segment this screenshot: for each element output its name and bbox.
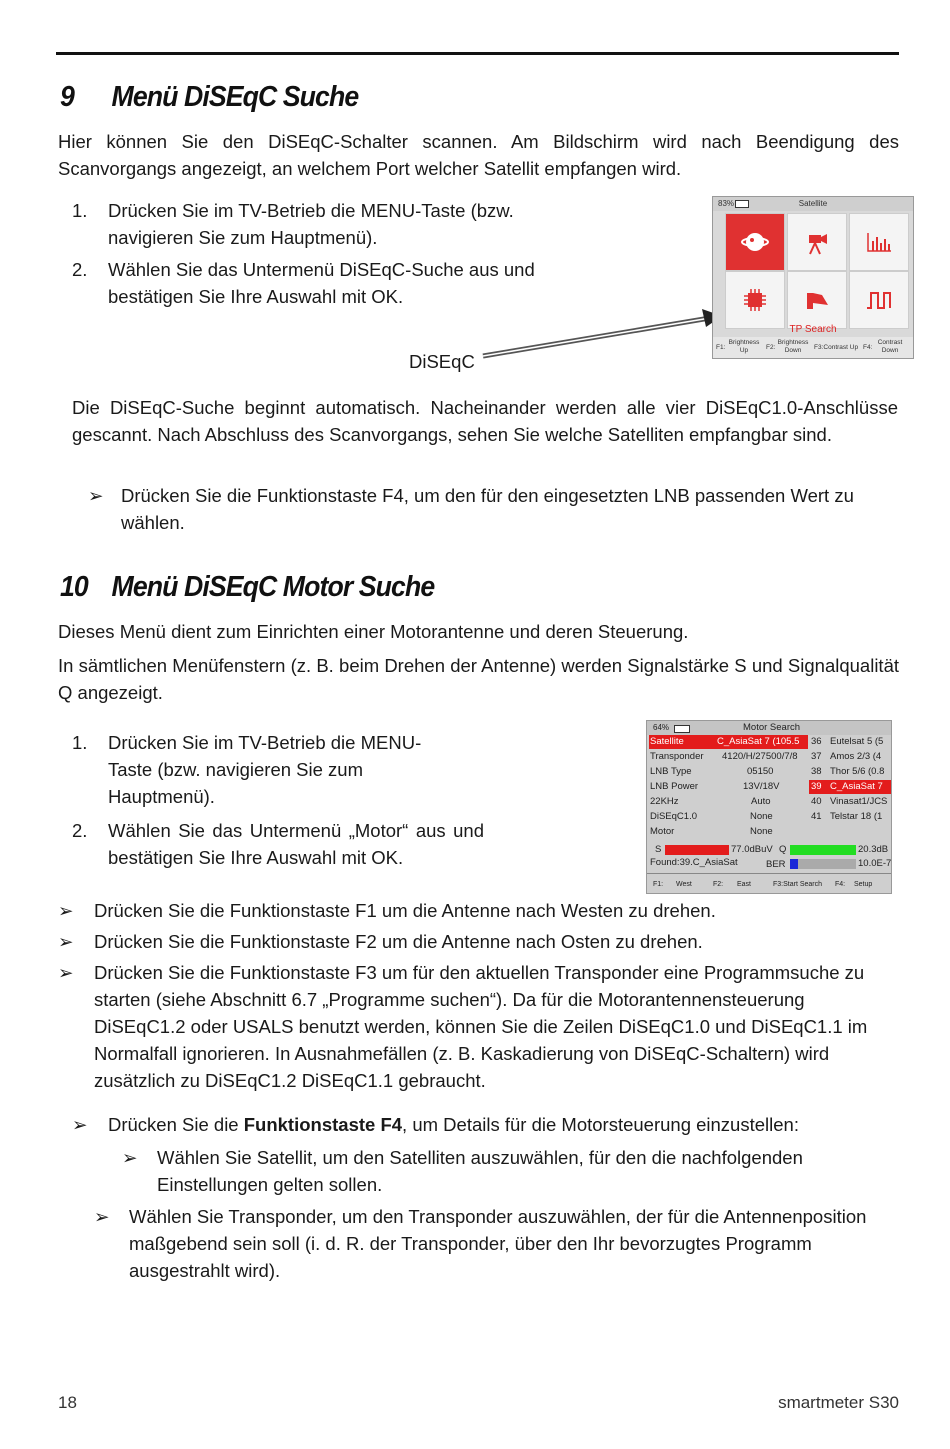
setting-value: 13V/18V xyxy=(743,781,780,792)
list-item xyxy=(72,817,484,871)
bullet-text: Drücken Sie die Funktionstaste F1 um die Antenne nach Westen zu drehen. xyxy=(94,900,716,921)
sub-bullet xyxy=(94,1203,879,1284)
section-10-intro-2: In sämtlichen Menüfenstern (z. B. beim Drehen der Antenne) werden Signalstärke S und Signalqualität Q angezeigt. xyxy=(58,655,899,703)
sat-name: Amos 2/3 (4 xyxy=(830,751,882,762)
fkey-label: F1: xyxy=(716,344,726,351)
section-9-bullet xyxy=(88,482,878,536)
bullet-text: Wählen Sie Transponder, um den Transponder auszuwählen, der für die Antennenposition maßgebend sein soll (i. d. R. der Transponder, über den Ihr bevorzugtes Programm ausgestrahlt wird). xyxy=(129,1206,867,1281)
signal-quality-value: 20.3dB xyxy=(858,844,889,855)
section-title: Menü DiSEqC Motor Suche xyxy=(111,571,435,603)
list-text: Wählen Sie das Untermenü „Motor“ aus und bestätigen Sie Ihre Auswahl mit OK. xyxy=(108,820,484,868)
fkey-label: F1: xyxy=(653,881,664,888)
signal-quality-label: Q xyxy=(779,844,787,855)
sat-number: 38 xyxy=(811,766,822,777)
ber-label: BER xyxy=(766,859,786,870)
fkey-desc: Contrast Down xyxy=(877,339,903,354)
setting-label: LNB Power xyxy=(650,781,699,792)
product-name: smartmeter S30 xyxy=(778,1393,899,1412)
section-9-heading xyxy=(60,81,359,113)
arrow-bullet-icon: ➢ xyxy=(58,900,74,921)
motor-tile xyxy=(787,271,847,329)
pulse-wave-icon xyxy=(866,290,892,310)
fkey-label: F3:Contrast Up xyxy=(814,344,859,351)
list-marker: 2. xyxy=(72,259,88,280)
fkey-desc: West xyxy=(676,881,692,888)
section-10-bullets xyxy=(58,897,899,1094)
screenshot-title: Satellite xyxy=(798,199,828,208)
callout-arrow xyxy=(480,305,725,365)
bullet-text xyxy=(108,1111,882,1138)
section-10-heading xyxy=(60,571,435,603)
ber-bar-fill xyxy=(790,859,798,869)
arrow-bullet-icon: ➢ xyxy=(88,485,104,506)
signal-strength-bar xyxy=(665,845,729,855)
arrow-bullet-icon: ➢ xyxy=(58,931,74,952)
setting-value: Auto xyxy=(751,796,771,807)
sat-name: Telstar 18 (1 xyxy=(830,811,883,822)
sat-number: 40 xyxy=(811,796,822,807)
satellite-tile xyxy=(725,213,785,271)
fkey-desc: Setup xyxy=(854,881,873,888)
screenshot-title-bar xyxy=(713,197,913,211)
battery-level: 64% xyxy=(653,723,670,732)
list-text: Drücken Sie im TV-Betrieb die MENU-Taste (bzw. navigieren Sie zum Hauptmenü). xyxy=(108,200,514,248)
sub-bullet xyxy=(122,1144,867,1198)
section-10-steps xyxy=(72,729,484,871)
list-text: Wählen Sie das Untermenü DiSEqC-Suche aus und bestätigen Sie Ihre Auswahl mit OK. xyxy=(108,259,535,307)
ber-value: 10.0E-7 xyxy=(858,858,892,869)
top-rule xyxy=(56,52,899,55)
f4-bold: Funktionstaste F4 xyxy=(243,1114,403,1135)
waveform-tile xyxy=(849,271,909,329)
list-marker: 1. xyxy=(72,732,88,753)
fkey-desc: Brightness Up xyxy=(728,339,760,354)
battery-icon xyxy=(674,725,690,733)
arrow-bullet-icon: ➢ xyxy=(72,1114,88,1135)
sat-name: Thor 5/6 (0.8 xyxy=(830,766,885,777)
setting-label: DiSEqC1.0 xyxy=(650,811,697,822)
sat-number: 41 xyxy=(811,811,822,822)
setting-value: 05150 xyxy=(747,766,774,777)
setting-value: None xyxy=(750,811,773,822)
setting-label: Transponder xyxy=(650,751,704,762)
section-number: 10 xyxy=(60,571,88,603)
setting-label: Motor xyxy=(650,826,675,837)
setting-label: LNB Type xyxy=(650,766,692,777)
satellite-menu-screenshot xyxy=(712,196,914,359)
arrow-bullet-icon: ➢ xyxy=(58,962,74,983)
list-text: Drücken Sie im TV-Betrieb die MENU-Taste (bzw. navigieren Sie zum Hauptmenü). xyxy=(108,732,422,807)
antenna-tile xyxy=(787,213,847,271)
setting-value: C_AsiaSat 7 (105.5 xyxy=(717,736,800,747)
function-key-bar xyxy=(713,337,913,358)
fkey-label: F4: xyxy=(863,344,873,351)
fkey-label: F2: xyxy=(713,881,724,888)
sat-name: Vinasat1/JCS xyxy=(830,796,888,807)
section-number: 9 xyxy=(60,81,74,113)
diseqc-tile xyxy=(725,271,785,329)
bullet-text: Drücken Sie die Funktionstaste F3 um für den aktuellen Transponder eine Programmsuche zu starten (siehe Abschnitt 6.7 „Programme suchen“). Da für die Motorantennensteuerung DiSEqC1.2 oder USALS benutzt werden, können Sie die Zeilen DiSEqC1.0 und DiSEqC1.1 im Normalfall ignorieren. In Ausnahmefällen (z. B. Kaskadierung von DiSEqC-Schaltern) wird zusätzlich zu DiSEqC1.2 DiSEqC1.1 gebraucht. xyxy=(94,962,868,1091)
f4-suffix: , um Details für die Motorsteuerung einzustellen: xyxy=(402,1114,799,1135)
camera-tripod-icon xyxy=(804,229,830,255)
section-9-intro: Hier können Sie den DiSEqC-Schalter scannen. Am Bildschirm wird nach Beendigung des Scanvorgangs angezeigt, an welchem Port welcher Satellit empfangen wird. xyxy=(58,131,899,179)
found-status: Found:39.C_AsiaSat xyxy=(650,857,738,868)
signal-strength-value: 77.0dBuV xyxy=(731,844,773,855)
screenshot-title-bar xyxy=(647,721,891,735)
fkey-label: F4: xyxy=(835,881,846,888)
sat-name: C_AsiaSat 7 xyxy=(830,781,883,792)
list-marker: 1. xyxy=(72,200,88,221)
motor-dish-icon xyxy=(804,289,830,311)
list-item xyxy=(72,729,484,810)
motor-search-screenshot xyxy=(646,720,892,894)
list-item xyxy=(72,256,542,310)
fkey-divider xyxy=(647,873,891,874)
list-item xyxy=(58,897,899,924)
ber-bar-track xyxy=(790,859,856,869)
setting-value: None xyxy=(750,826,773,837)
section-10-intro-1: Dieses Menü dient zum Einrichten einer Motorantenne und deren Steuerung. xyxy=(58,621,689,642)
f4-bullet xyxy=(72,1111,882,1138)
page-number: 18 xyxy=(58,1393,77,1412)
diseqc-callout-label: DiSEqC xyxy=(409,351,475,372)
bullet-text: Wählen Sie Satellit, um den Satelliten auszuwählen, für den die nachfolgenden Einstellungen gelten sollen. xyxy=(157,1147,803,1195)
sat-number: 39 xyxy=(811,781,822,792)
fkey-desc: East xyxy=(737,881,752,888)
signal-quality-bar xyxy=(790,845,856,855)
list-item xyxy=(58,928,899,955)
list-item xyxy=(58,959,899,1094)
list-item xyxy=(72,197,542,251)
bar-chart-icon xyxy=(866,231,892,253)
satellite-globe-icon xyxy=(741,228,769,256)
setting-label: 22KHz xyxy=(650,796,679,807)
arrow-bullet-icon: ➢ xyxy=(122,1147,138,1168)
screenshot-title: Motor Search xyxy=(743,722,801,733)
section-9-after: Die DiSEqC-Suche beginnt automatisch. Nacheinander werden alle vier DiSEqC1.0-Anschlüsse gescannt. Nach Abschluss des Scanvorgangs, sehen Sie welche Satelliten empfangbar sind. xyxy=(72,397,898,445)
function-key-bar xyxy=(647,877,891,893)
setting-label: Satellite xyxy=(650,736,684,747)
list-marker: 2. xyxy=(72,820,88,841)
fkey-label: F3:Start Search xyxy=(773,881,823,888)
chip-icon xyxy=(743,288,767,312)
f4-prefix: Drücken Sie die xyxy=(108,1114,244,1135)
bullet-text: Drücken Sie die Funktionstaste F4, um den für den eingesetzten LNB passenden Wert zu wählen. xyxy=(121,485,854,533)
section-9-steps xyxy=(72,197,542,310)
battery-level: 83% xyxy=(718,199,735,208)
sat-name: Eutelsat 5 (5 xyxy=(830,736,884,747)
fkey-label: F2: xyxy=(766,344,776,351)
fkey-desc: Brightness Down xyxy=(777,339,809,354)
sat-number: 37 xyxy=(811,751,822,762)
signal-strength-label: S xyxy=(655,844,662,855)
setting-value: 4120/H/27500/7/8 xyxy=(722,751,798,762)
sat-number: 36 xyxy=(811,736,822,747)
section-title: Menü DiSEqC Suche xyxy=(111,81,359,113)
bullet-text: Drücken Sie die Funktionstaste F2 um die Antenne nach Osten zu drehen. xyxy=(94,931,703,952)
signal-chart-tile xyxy=(849,213,909,271)
selected-item-label: TP Search xyxy=(789,324,837,335)
arrow-bullet-icon: ➢ xyxy=(94,1206,110,1227)
